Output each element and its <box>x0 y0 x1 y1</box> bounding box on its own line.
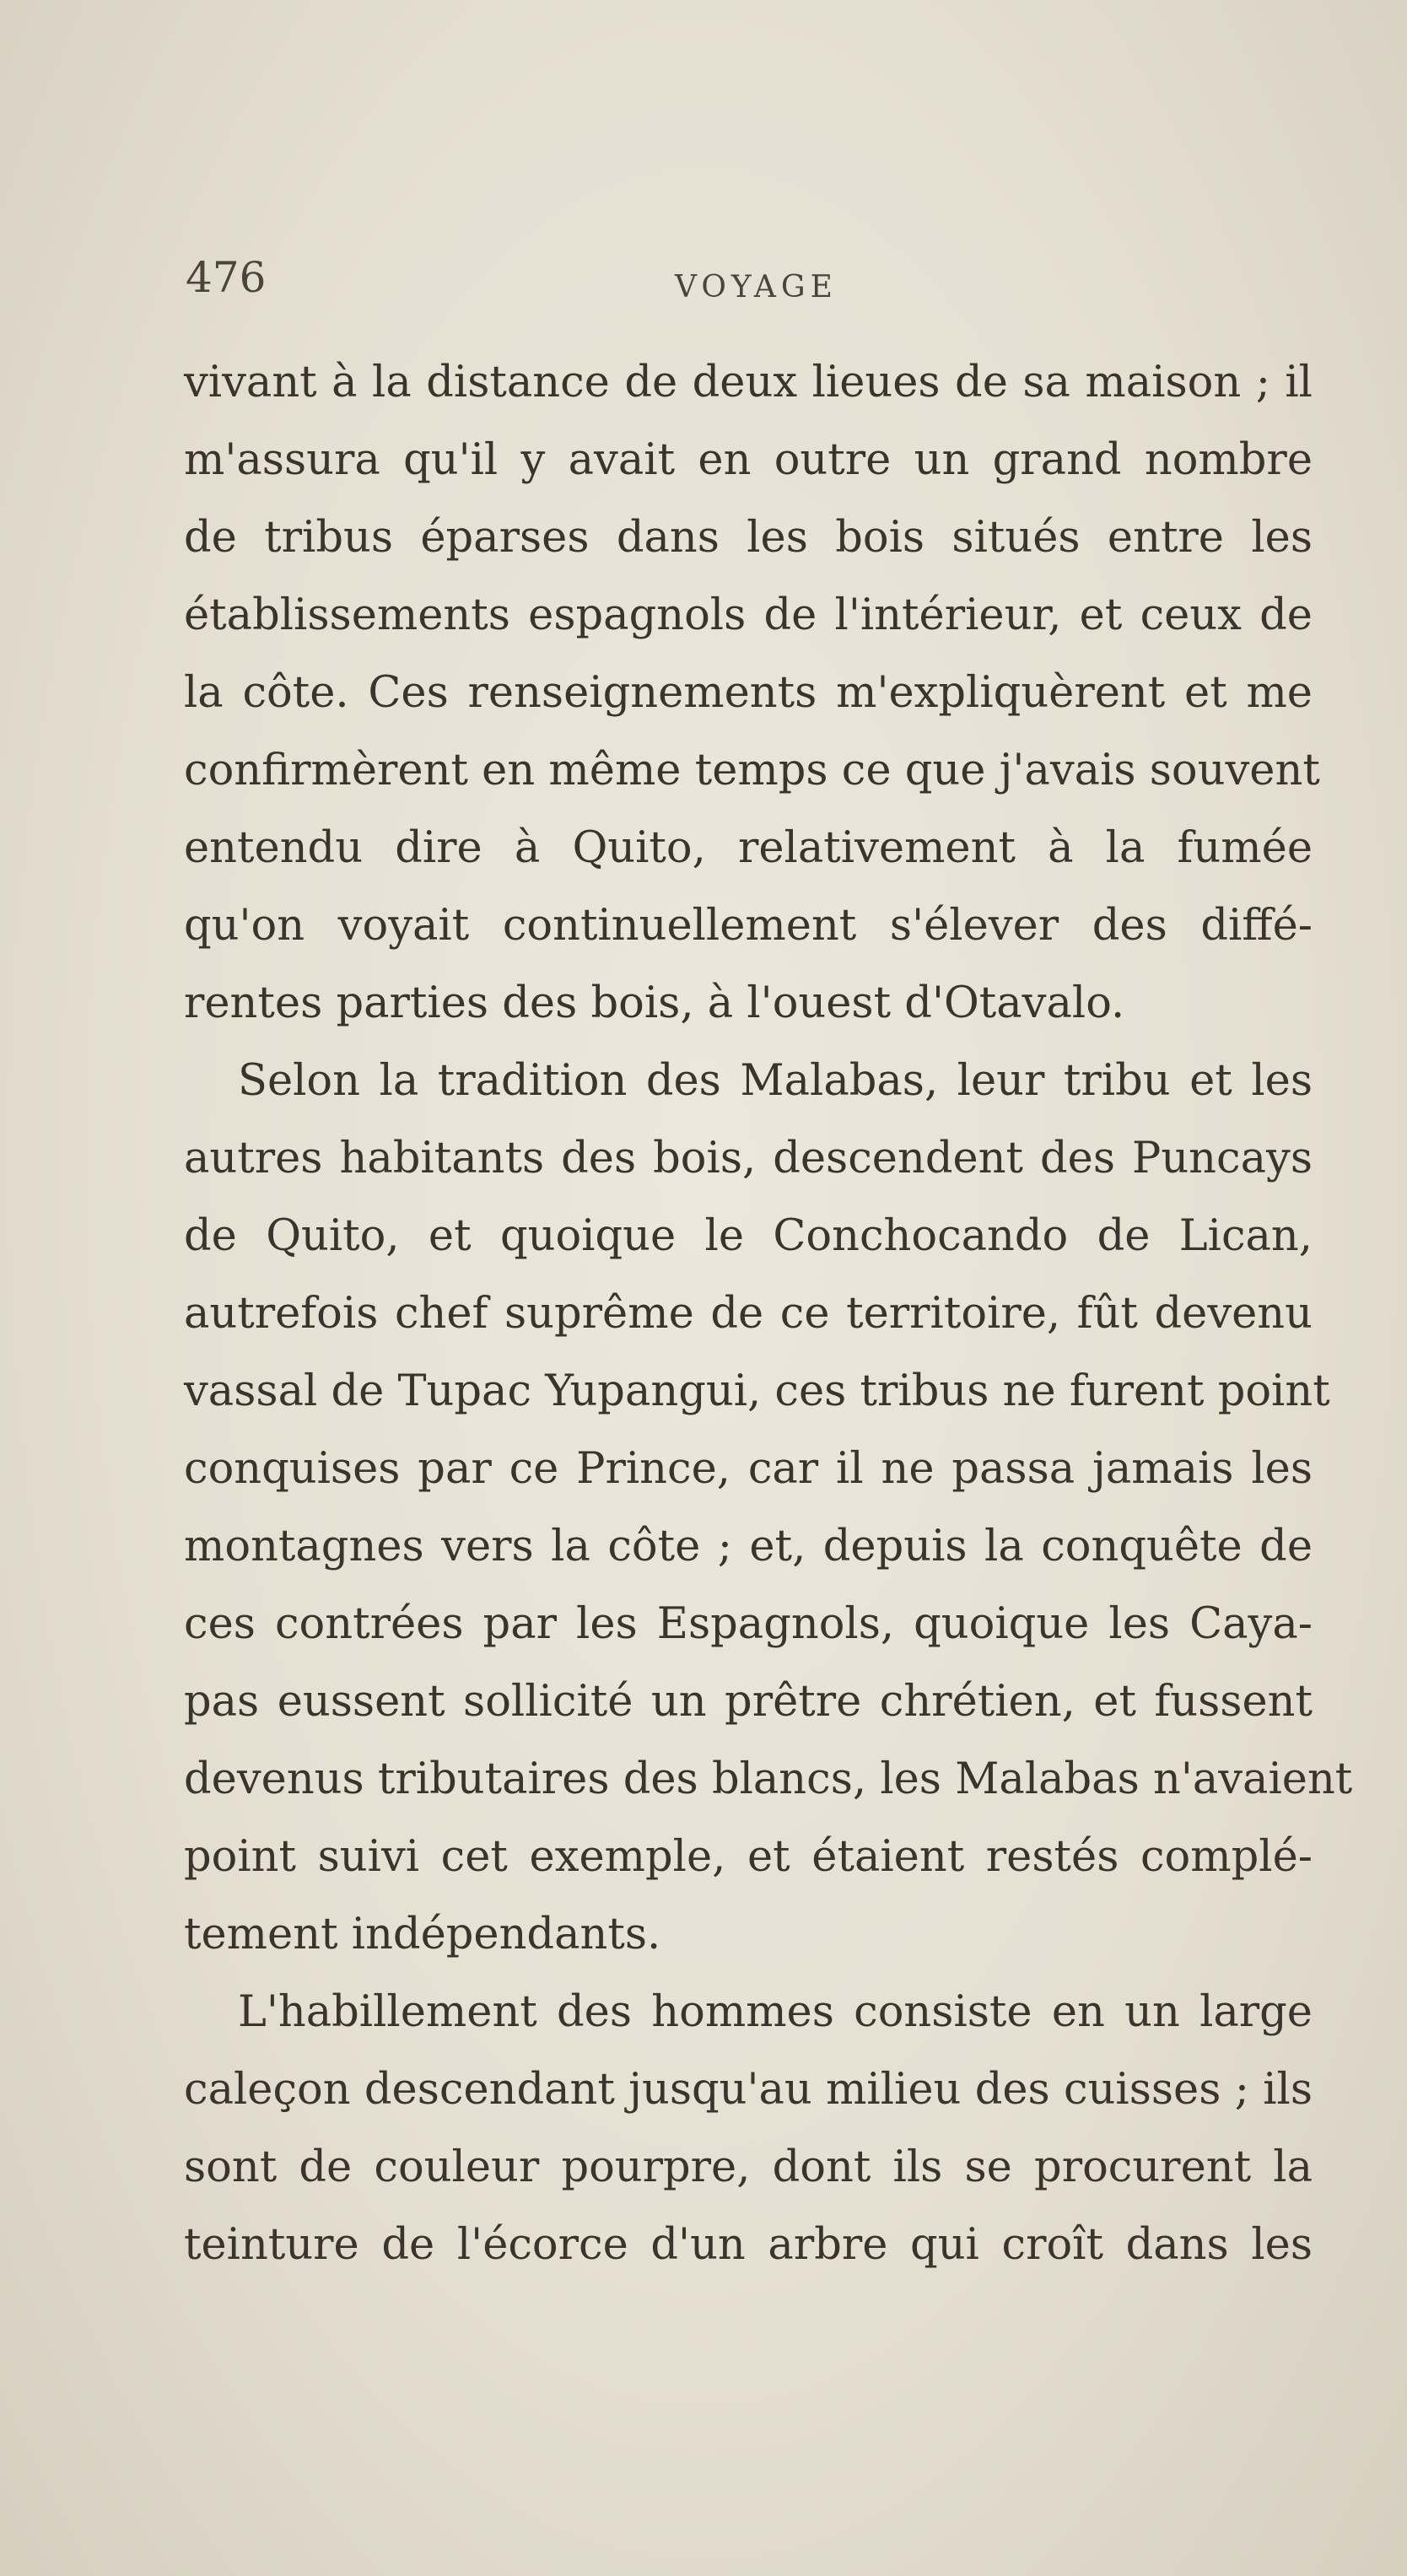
text-line: Selon la tradition des Malabas, leur tribu et les <box>238 1056 1313 1106</box>
text-line: vivant à la distance de deux lieues de sa maison ; il <box>184 358 1313 407</box>
text-line: teinture de l'écorce d'un arbre qui croît dans les <box>184 2220 1313 2270</box>
text-line: devenus tributaires des blancs, les Malabas n'avaient <box>184 1754 1353 1804</box>
text-line: point suivi cet exemple, et étaient restés complé- <box>184 1832 1313 1882</box>
text-line: vassal de Tupac Yupangui, ces tribus ne furent point <box>184 1366 1330 1416</box>
text-line: caleçon descendant jusqu'au milieu des cuisses ; ils <box>184 2065 1313 2115</box>
body-text <box>184 344 1353 2284</box>
text-line: de tribus éparses dans les bois situés entre les <box>184 513 1313 563</box>
text-line: ces contrées par les Espagnols, quoique les Caya- <box>184 1599 1313 1649</box>
text-line: tement indépendants. <box>184 1910 661 1959</box>
text-line: autres habitants des bois, descendent des Puncays <box>184 1134 1313 1183</box>
text-line: autrefois chef suprême de ce territoire, fût devenu <box>184 1289 1313 1339</box>
page-number: 476 <box>186 253 267 302</box>
text-line: sont de couleur pourpre, dont ils se procurent la <box>184 2142 1313 2192</box>
text-line: rentes parties des bois, à l'ouest d'Otavalo. <box>184 978 1125 1028</box>
running-head: VOYAGE <box>675 270 838 304</box>
page-header <box>186 253 1316 321</box>
text-line: de Quito, et quoique le Conchocando de Lican, <box>184 1211 1313 1261</box>
text-line: entendu dire à Quito, relativement à la fumée <box>184 823 1313 873</box>
text-line: m'assura qu'il y avait en outre un grand nombre <box>184 435 1313 485</box>
text-line: la côte. Ces renseignements m'expliquèrent et me <box>184 668 1313 718</box>
text-line: pas eussent sollicité un prêtre chrétien, et fussent <box>184 1677 1313 1727</box>
text-line: qu'on voyait continuellement s'élever des diffé- <box>184 901 1313 951</box>
text-line: établissements espagnols de l'intérieur, et ceux de <box>184 590 1313 640</box>
text-line: confirmèrent en même temps ce que j'avais souvent <box>184 746 1320 795</box>
text-line: L'habillement des hommes consiste en un large <box>238 1987 1313 2037</box>
text-line: conquises par ce Prince, car il ne passa jamais les <box>184 1444 1313 1494</box>
text-line: montagnes vers la côte ; et, depuis la conquête de <box>184 1522 1313 1571</box>
